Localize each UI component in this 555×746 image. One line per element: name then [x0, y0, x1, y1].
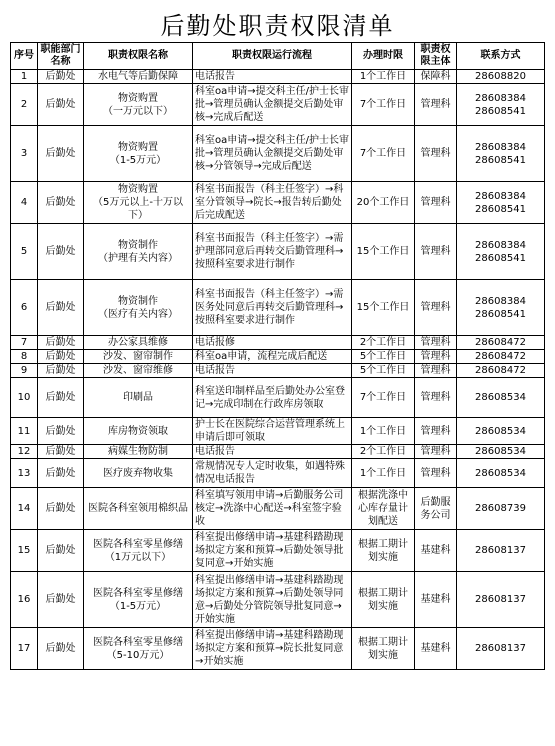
- cell-limit: 5个工作日: [352, 350, 415, 364]
- table-row: [11, 70, 545, 84]
- phone-number: 28608541: [475, 105, 526, 117]
- phone-number: 28608541: [475, 203, 526, 215]
- cell-process: 科室oa申请→提交科主任/护士长审批→管理员确认金额提交后勤处审核→完成后配送: [193, 84, 352, 126]
- phone-number: 28608384: [475, 295, 526, 307]
- cell-process: 科室书面报告（科主任签字）→科室分管领导→院长→报告转后勤处后完成配送: [193, 182, 352, 224]
- cell-limit: 1个工作日: [352, 70, 415, 84]
- cell-name: 物资购置 （一万元以下）: [84, 84, 193, 126]
- cell-no: 10: [11, 378, 38, 418]
- cell-limit: 2个工作日: [352, 445, 415, 459]
- cell-name: 物资制作 （护理有关内容）: [84, 224, 193, 280]
- cell-contact: [457, 350, 545, 364]
- cell-contact: [457, 488, 545, 530]
- cell-name: 物资购置 （1-5万元）: [84, 126, 193, 182]
- cell-process: 科室书面报告（科主任签字）→需医务处同意后再转交后勤管理科→按照科室要求进行制作: [193, 280, 352, 336]
- phone-number: 28608137: [475, 545, 526, 556]
- cell-limit: 20个工作日: [352, 182, 415, 224]
- cell-limit: 15个工作日: [352, 224, 415, 280]
- cell-contact: [457, 628, 545, 670]
- cell-dept: 后勤处: [38, 364, 84, 378]
- cell-no: 3: [11, 126, 38, 182]
- cell-name: 医院各科室零星修缮 （1万元以下）: [84, 530, 193, 572]
- header-process: 职责权限运行流程: [193, 43, 352, 70]
- cell-owner: 管理科: [415, 84, 457, 126]
- cell-owner: 基建科: [415, 572, 457, 628]
- table-body: [11, 70, 545, 670]
- cell-dept: 后勤处: [38, 350, 84, 364]
- cell-limit: 根据工期计划实施: [352, 530, 415, 572]
- cell-owner: 管理科: [415, 418, 457, 445]
- cell-limit: 根据洗涤中心库存量计划配送: [352, 488, 415, 530]
- cell-no: 5: [11, 224, 38, 280]
- cell-limit: 2个工作日: [352, 336, 415, 350]
- cell-name: 医院各科室零星修缮 （1-5万元）: [84, 572, 193, 628]
- cell-owner: 基建科: [415, 530, 457, 572]
- cell-dept: 后勤处: [38, 378, 84, 418]
- table-row: [11, 459, 545, 488]
- cell-no: 7: [11, 336, 38, 350]
- phone-number: 28608534: [475, 446, 526, 457]
- cell-contact: [457, 364, 545, 378]
- cell-dept: 后勤处: [38, 628, 84, 670]
- phone-number: 28608541: [475, 308, 526, 320]
- phone-number: 28608472: [475, 351, 526, 362]
- cell-process: 护士长在医院综合运营管理系统上申请后即可领取: [193, 418, 352, 445]
- cell-owner: 管理科: [415, 459, 457, 488]
- cell-name: 物资购置 （5万元以上-十万以下）: [84, 182, 193, 224]
- cell-limit: 7个工作日: [352, 126, 415, 182]
- table-row: [11, 445, 545, 459]
- cell-limit: 根据工期计划实施: [352, 572, 415, 628]
- cell-name: 医院各科室领用棉织品: [84, 488, 193, 530]
- cell-owner: 后勤服务公司: [415, 488, 457, 530]
- phone-number: 28608541: [475, 154, 526, 166]
- cell-no: 1: [11, 70, 38, 84]
- cell-dept: 后勤处: [38, 182, 84, 224]
- cell-no: 13: [11, 459, 38, 488]
- cell-owner: 管理科: [415, 280, 457, 336]
- cell-process: 科室填写领用申请→后勤服务公司核定→洗涤中心配送→科室签字验收: [193, 488, 352, 530]
- table-row: [11, 488, 545, 530]
- cell-limit: 根据工期计划实施: [352, 628, 415, 670]
- cell-process: 科室书面报告（科主任签字）→需护理部同意后再转交后勤管理科→按照科室要求进行制作: [193, 224, 352, 280]
- cell-dept: 后勤处: [38, 126, 84, 182]
- table-row: [11, 378, 545, 418]
- cell-limit: 5个工作日: [352, 364, 415, 378]
- phone-number: 28608137: [475, 643, 526, 654]
- cell-limit: 7个工作日: [352, 84, 415, 126]
- table-row: [11, 364, 545, 378]
- cell-contact: [457, 126, 545, 182]
- cell-contact: [457, 280, 545, 336]
- cell-contact: [457, 459, 545, 488]
- header-name: 职责权限名称: [84, 43, 193, 70]
- phone-number: 28608820: [475, 71, 526, 82]
- cell-owner: 管理科: [415, 224, 457, 280]
- cell-no: 6: [11, 280, 38, 336]
- table-row: [11, 350, 545, 364]
- cell-process: 科室提出修缮申请→基建科踏勘现场拟定方案和预算→后勤处领导同意→后勤处分管院领导批复同意→开始实施: [193, 572, 352, 628]
- table-row: [11, 84, 545, 126]
- cell-process: 电话报告: [193, 364, 352, 378]
- table-row: [11, 126, 545, 182]
- cell-dept: 后勤处: [38, 418, 84, 445]
- cell-process: 电话报告: [193, 70, 352, 84]
- cell-dept: 后勤处: [38, 488, 84, 530]
- cell-name: 病媒生物防制: [84, 445, 193, 459]
- cell-dept: 后勤处: [38, 224, 84, 280]
- cell-process: 科室送印制样品至后勤处办公室登记→完成印制在行政库房领取: [193, 378, 352, 418]
- phone-number: 28608384: [475, 239, 526, 251]
- cell-no: 9: [11, 364, 38, 378]
- cell-name: 医院各科室零星修缮 （5-10万元）: [84, 628, 193, 670]
- cell-no: 15: [11, 530, 38, 572]
- cell-limit: 7个工作日: [352, 378, 415, 418]
- table-row: [11, 182, 545, 224]
- cell-contact: [457, 572, 545, 628]
- cell-no: 4: [11, 182, 38, 224]
- cell-contact: [457, 378, 545, 418]
- phone-number: 28608739: [475, 503, 526, 514]
- cell-process: 电话报修: [193, 336, 352, 350]
- cell-owner: 管理科: [415, 126, 457, 182]
- cell-owner: 管理科: [415, 445, 457, 459]
- cell-limit: 1个工作日: [352, 418, 415, 445]
- phone-number: 28608137: [475, 594, 526, 605]
- cell-no: 12: [11, 445, 38, 459]
- table-row: [11, 572, 545, 628]
- cell-no: 8: [11, 350, 38, 364]
- cell-name: 库房物资领取: [84, 418, 193, 445]
- cell-owner: 管理科: [415, 182, 457, 224]
- cell-contact: [457, 530, 545, 572]
- cell-dept: 后勤处: [38, 280, 84, 336]
- header-dept: 职能部门名称: [38, 43, 84, 70]
- cell-name: 办公家具维修: [84, 336, 193, 350]
- cell-owner: 保障科: [415, 70, 457, 84]
- cell-process: 科室oa申请→提交科主任/护士长审批→管理员确认金额提交后勤处审核→分管领导→完成后配送: [193, 126, 352, 182]
- header-contact: 联系方式: [457, 43, 545, 70]
- phone-number: 28608534: [475, 467, 526, 479]
- table-row: [11, 336, 545, 350]
- cell-dept: 后勤处: [38, 445, 84, 459]
- cell-name: 医疗废弃物收集: [84, 459, 193, 488]
- phone-number: 28608384: [475, 92, 526, 104]
- table-row: [11, 530, 545, 572]
- table-row: [11, 280, 545, 336]
- cell-dept: 后勤处: [38, 336, 84, 350]
- cell-owner: 基建科: [415, 628, 457, 670]
- phone-number: 28608472: [475, 337, 526, 348]
- duty-table: [10, 42, 545, 670]
- cell-name: 沙发、窗帘维修: [84, 364, 193, 378]
- cell-name: 印刷品: [84, 378, 193, 418]
- phone-number: 28608384: [475, 190, 526, 202]
- cell-owner: 管理科: [415, 350, 457, 364]
- phone-number: 28608534: [475, 425, 526, 437]
- cell-owner: 管理科: [415, 364, 457, 378]
- phone-number: 28608384: [475, 141, 526, 153]
- cell-contact: [457, 445, 545, 459]
- cell-dept: 后勤处: [38, 70, 84, 84]
- cell-contact: [457, 84, 545, 126]
- cell-no: 2: [11, 84, 38, 126]
- cell-process: 常规情况专人定时收集，如遇特殊情况电话报告: [193, 459, 352, 488]
- table-row: [11, 224, 545, 280]
- cell-dept: 后勤处: [38, 84, 84, 126]
- cell-name: 物资制作 （医疗有关内容）: [84, 280, 193, 336]
- cell-process: 科室提出修缮申请→基建科踏勘现场拟定方案和预算→院长批复同意→开始实施: [193, 628, 352, 670]
- cell-name: 沙发、窗帘制作: [84, 350, 193, 364]
- header-owner: 职责权限主体: [415, 43, 457, 70]
- cell-no: 16: [11, 572, 38, 628]
- cell-contact: [457, 418, 545, 445]
- cell-name: 水电气等后勤保障: [84, 70, 193, 84]
- cell-dept: 后勤处: [38, 572, 84, 628]
- header-no: 序号: [11, 43, 38, 70]
- cell-limit: 1个工作日: [352, 459, 415, 488]
- cell-process: 科室oa申请，流程完成后配送: [193, 350, 352, 364]
- phone-number: 28608541: [475, 252, 526, 264]
- cell-contact: [457, 70, 545, 84]
- cell-owner: 管理科: [415, 378, 457, 418]
- cell-dept: 后勤处: [38, 530, 84, 572]
- cell-no: 11: [11, 418, 38, 445]
- table-row: [11, 628, 545, 670]
- header-row: [11, 43, 545, 70]
- cell-contact: [457, 224, 545, 280]
- table-row: [11, 418, 545, 445]
- cell-contact: [457, 182, 545, 224]
- cell-dept: 后勤处: [38, 459, 84, 488]
- cell-no: 17: [11, 628, 38, 670]
- cell-no: 14: [11, 488, 38, 530]
- cell-limit: 15个工作日: [352, 280, 415, 336]
- header-limit: 办理时限: [352, 43, 415, 70]
- phone-number: 28608472: [475, 365, 526, 376]
- cell-process: 电话报告: [193, 445, 352, 459]
- cell-process: 科室提出修缮申请→基建科踏勘现场拟定方案和预算→后勤处领导批复同意→开始实施: [193, 530, 352, 572]
- cell-owner: 管理科: [415, 336, 457, 350]
- phone-number: 28608534: [475, 392, 526, 403]
- cell-contact: [457, 336, 545, 350]
- document-title: 后勤处职责权限清单: [160, 12, 395, 40]
